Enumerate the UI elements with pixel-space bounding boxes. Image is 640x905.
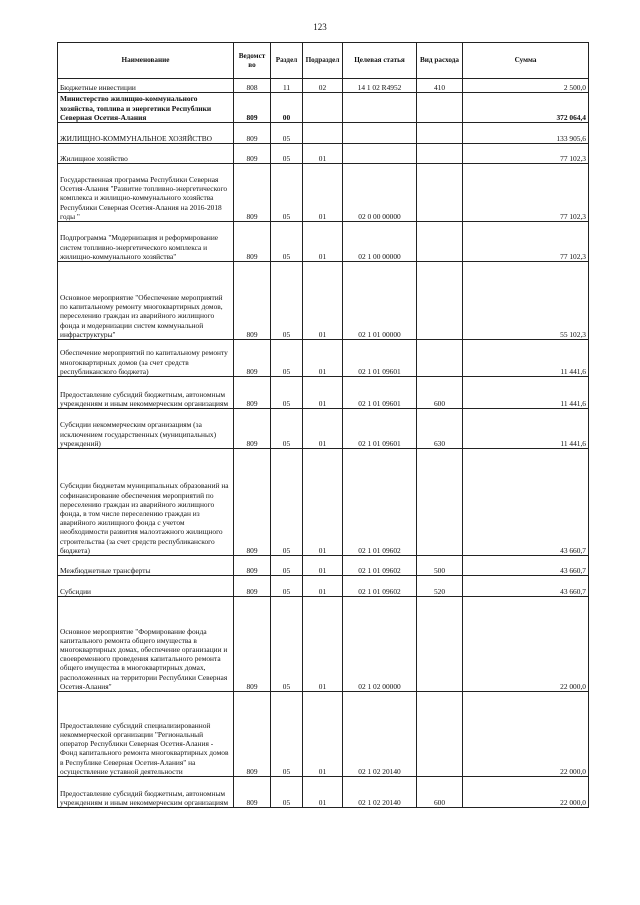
cell-name: Субсидии некоммерческим организациям (за исключением государственных (муниципальных) учреждений) [58, 409, 234, 449]
cell-department: 809 [234, 377, 271, 409]
cell-section: 11 [271, 79, 303, 93]
cell-name: Субсидии [58, 576, 234, 597]
cell-name: Государственная программа Республики Северная Осетия-Алания "Развитие топливно-энергетического комплекса и жилищно-коммунального хозяйства Республики Северная Осетия-Алания на 2016-2018 годы " [58, 164, 234, 222]
cell-expense-type: 630 [417, 409, 463, 449]
table-row [58, 222, 589, 262]
cell-target-article: 02 1 00 00000 [343, 222, 417, 262]
table-row [58, 340, 589, 377]
cell-name: Основное мероприятие "Формирование фонда капитального ремонта общего имущества в многоквартирных домах, обеспечение организации и своевременного проведения капитального ремонта общего имущества в многоквартирных домах, расположенных на территории Республики Северная Осетия-Алания" [58, 597, 234, 692]
table-row [58, 777, 589, 808]
cell-sum: 43 660,7 [463, 576, 589, 597]
cell-subsection: 01 [303, 576, 343, 597]
cell-expense-type [417, 123, 463, 144]
cell-section: 05 [271, 597, 303, 692]
cell-sum: 77 102,3 [463, 222, 589, 262]
cell-subsection: 01 [303, 449, 343, 556]
header-target-article: Целевая статья [343, 43, 417, 79]
cell-sum: 372 064,4 [463, 93, 589, 123]
cell-expense-type [417, 449, 463, 556]
table-row [58, 262, 589, 340]
cell-target-article: 02 1 01 09602 [343, 576, 417, 597]
cell-target-article: 02 1 01 09601 [343, 377, 417, 409]
cell-subsection: 01 [303, 377, 343, 409]
cell-section: 05 [271, 692, 303, 777]
table-body [58, 79, 589, 808]
cell-department: 809 [234, 93, 271, 123]
table-row [58, 409, 589, 449]
page-number: 123 [313, 22, 327, 32]
cell-name: Субсидии бюджетам муниципальных образований на софинансирование обеспечения мероприятий по переселению граждан из аварийного жилищного фонда, в том числе переселению граждан из аварийного жилищного фонда с учетом необходимости развития малоэтажного жилищного строительства (за счет средств республиканского бюджета) [58, 449, 234, 556]
cell-expense-type [417, 262, 463, 340]
cell-section: 05 [271, 409, 303, 449]
cell-sum: 43 660,7 [463, 449, 589, 556]
cell-name: Предоставление субсидий бюджетным, автономным учреждениям и иным некоммерческим организациям [58, 377, 234, 409]
cell-sum: 22 000,0 [463, 597, 589, 692]
cell-subsection: 01 [303, 409, 343, 449]
cell-sum: 22 000,0 [463, 777, 589, 808]
cell-expense-type [417, 93, 463, 123]
cell-subsection: 01 [303, 144, 343, 164]
cell-subsection [303, 93, 343, 123]
cell-target-article: 02 1 01 09602 [343, 556, 417, 576]
cell-name: Основное мероприятие "Обеспечение мероприятий по капитальному ремонту многоквартирных домов, переселению граждан из аварийного жилищного фонда и модернизации систем коммунальной инфраструктуры" [58, 262, 234, 340]
cell-section: 00 [271, 93, 303, 123]
table-row [58, 449, 589, 556]
cell-expense-type: 500 [417, 556, 463, 576]
header-department: Ведомст во [234, 43, 271, 79]
cell-section: 05 [271, 377, 303, 409]
cell-expense-type [417, 597, 463, 692]
cell-sum: 43 660,7 [463, 556, 589, 576]
cell-target-article: 02 1 02 00000 [343, 597, 417, 692]
cell-section: 05 [271, 164, 303, 222]
cell-department: 809 [234, 123, 271, 144]
cell-name: Жилищное хозяйство [58, 144, 234, 164]
cell-target-article: 02 0 00 00000 [343, 164, 417, 222]
cell-section: 05 [271, 556, 303, 576]
cell-subsection: 01 [303, 222, 343, 262]
cell-expense-type [417, 222, 463, 262]
cell-name: Подпрограмма "Модернизация и реформирование систем топливно-энергетического комплекса и жилищно-коммунального хозяйства" [58, 222, 234, 262]
cell-department: 809 [234, 340, 271, 377]
cell-subsection: 01 [303, 556, 343, 576]
cell-section: 05 [271, 449, 303, 556]
header-name: Наименование [58, 43, 234, 79]
cell-expense-type [417, 144, 463, 164]
cell-name: ЖИЛИЩНО-КОММУНАЛЬНОЕ ХОЗЯЙСТВО [58, 123, 234, 144]
cell-section: 05 [271, 777, 303, 808]
cell-subsection [303, 123, 343, 144]
cell-subsection: 01 [303, 692, 343, 777]
cell-name: Министерство жилищно-коммунального хозяйства, топлива и энергетики Республики Северная Осетия-Алания [58, 93, 234, 123]
cell-sum: 22 000,0 [463, 692, 589, 777]
budget-table [57, 42, 589, 808]
cell-subsection: 01 [303, 777, 343, 808]
table-row [58, 164, 589, 222]
header-expense-type: Вид расхода [417, 43, 463, 79]
cell-sum: 77 102,3 [463, 164, 589, 222]
cell-name: Предоставление субсидий специализированной некоммерческой организации "Региональный оператор Республики Северная Осетия-Алания - Фонд капитального ремонта многоквартирных домов в Республике Северная Осетия-Алания" на осуществление уставной деятельности [58, 692, 234, 777]
cell-section: 05 [271, 340, 303, 377]
cell-target-article: 02 1 01 09601 [343, 340, 417, 377]
cell-name: Межбюджетные трансферты [58, 556, 234, 576]
table-header-row [58, 43, 589, 79]
cell-name: Предоставление субсидий бюджетным, автономным учреждениям и иным некоммерческим организациям [58, 777, 234, 808]
table-row [58, 377, 589, 409]
cell-subsection: 01 [303, 340, 343, 377]
cell-expense-type [417, 692, 463, 777]
cell-department: 808 [234, 79, 271, 93]
table-row [58, 576, 589, 597]
cell-department: 809 [234, 692, 271, 777]
cell-expense-type [417, 340, 463, 377]
cell-department: 809 [234, 556, 271, 576]
cell-section: 05 [271, 262, 303, 340]
cell-department: 809 [234, 576, 271, 597]
cell-target-article: 02 1 02 20140 [343, 692, 417, 777]
cell-section: 05 [271, 144, 303, 164]
cell-department: 809 [234, 409, 271, 449]
table-row [58, 144, 589, 164]
cell-section: 05 [271, 222, 303, 262]
cell-target-article: 02 1 01 00000 [343, 262, 417, 340]
cell-target-article [343, 123, 417, 144]
cell-target-article [343, 93, 417, 123]
cell-target-article [343, 144, 417, 164]
cell-sum: 55 102,3 [463, 262, 589, 340]
cell-department: 809 [234, 222, 271, 262]
cell-name: Бюджетные инвестиции [58, 79, 234, 93]
table-row [58, 692, 589, 777]
table-row [58, 93, 589, 123]
header-sum: Сумма [463, 43, 589, 79]
table-row [58, 123, 589, 144]
cell-department: 809 [234, 164, 271, 222]
cell-expense-type [417, 164, 463, 222]
cell-department: 809 [234, 777, 271, 808]
cell-expense-type: 520 [417, 576, 463, 597]
cell-subsection: 01 [303, 262, 343, 340]
cell-sum: 11 441,6 [463, 340, 589, 377]
cell-sum: 11 441,6 [463, 409, 589, 449]
cell-expense-type: 410 [417, 79, 463, 93]
cell-subsection: 01 [303, 164, 343, 222]
cell-target-article: 02 1 02 20140 [343, 777, 417, 808]
cell-sum: 11 441,6 [463, 377, 589, 409]
cell-department: 809 [234, 144, 271, 164]
cell-department: 809 [234, 449, 271, 556]
cell-sum: 133 905,6 [463, 123, 589, 144]
cell-name: Обеспечение мероприятий по капитальному ремонту многоквартирных домов (за счет средств республиканского бюджета) [58, 340, 234, 377]
cell-sum: 77 102,3 [463, 144, 589, 164]
cell-subsection: 01 [303, 597, 343, 692]
cell-subsection: 02 [303, 79, 343, 93]
table-row [58, 79, 589, 93]
cell-target-article: 02 1 01 09602 [343, 449, 417, 556]
cell-target-article: 14 1 02 R4952 [343, 79, 417, 93]
cell-section: 05 [271, 123, 303, 144]
cell-sum: 2 500,0 [463, 79, 589, 93]
cell-department: 809 [234, 597, 271, 692]
cell-department: 809 [234, 262, 271, 340]
header-section: Раздел [271, 43, 303, 79]
table-row [58, 597, 589, 692]
cell-section: 05 [271, 576, 303, 597]
cell-target-article: 02 1 01 09601 [343, 409, 417, 449]
cell-expense-type: 600 [417, 777, 463, 808]
cell-expense-type: 600 [417, 377, 463, 409]
header-subsection: Подраздел [303, 43, 343, 79]
table-row [58, 556, 589, 576]
